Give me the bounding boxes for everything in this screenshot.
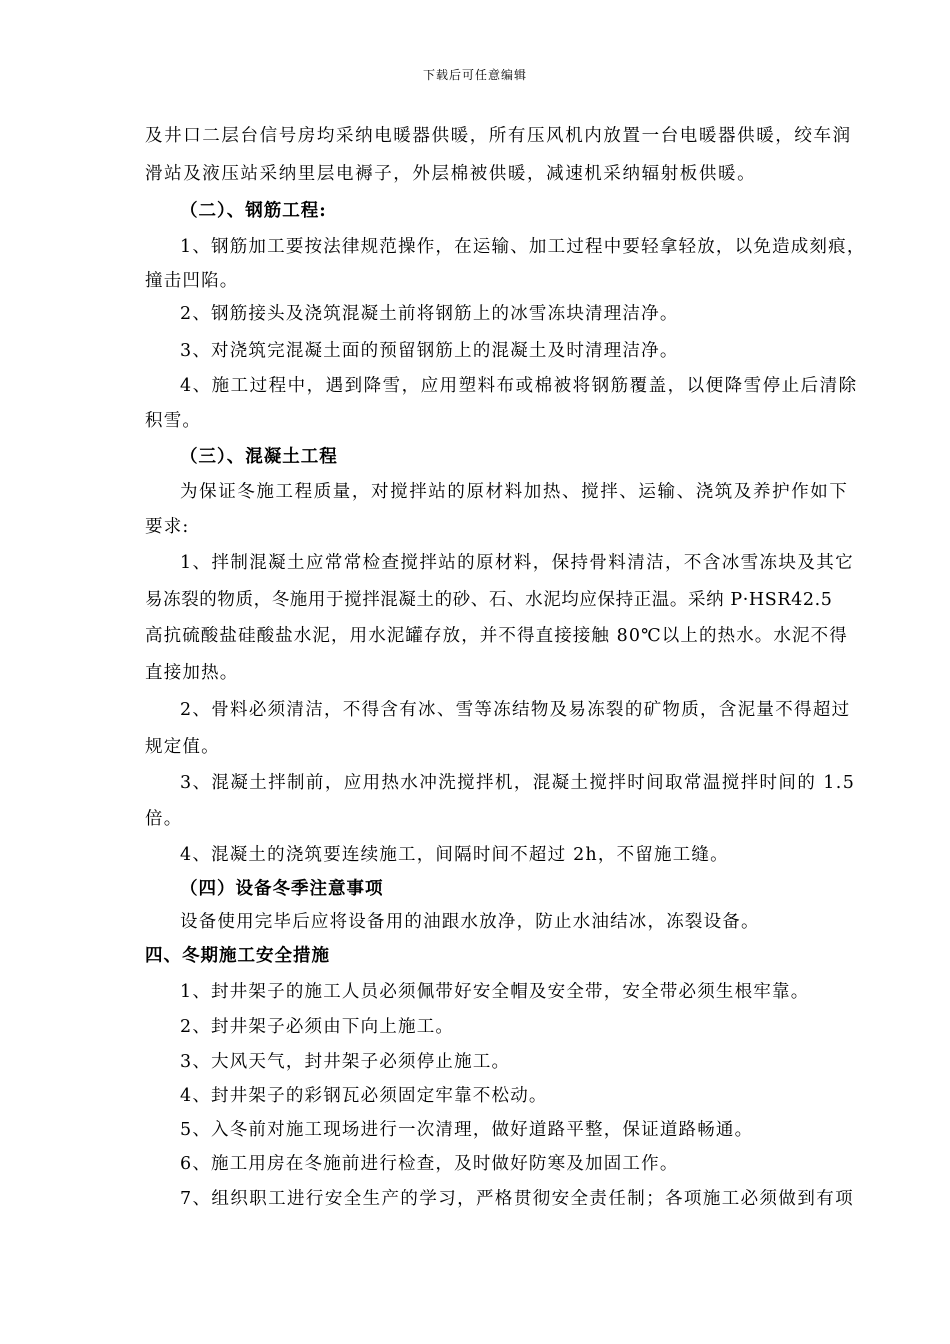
- text-line: 为保证冬施工程质量，对搅拌站的原材料加热、搅拌、运输、浇筑及养护作如下: [180, 482, 849, 502]
- text-line: 2、骨料必须清洁，不得含有冰、雪等冻结物及易冻裂的矿物质，含泥量不得超过: [180, 700, 851, 720]
- text-line: 积雪。: [145, 411, 202, 431]
- text-line: 设备使用完毕后应将设备用的油跟水放净，防止水油结冰，冻裂设备。: [180, 912, 760, 932]
- text-line: 及井口二层台信号房均采纳电暖器供暖，所有压风机内放置一台电暖器供暖，绞车润: [145, 126, 852, 146]
- text-line: 1、拌制混凝土应常常检查搅拌站的原材料，保持骨料清洁，不含冰雪冻块及其它: [180, 553, 855, 573]
- text-line: 3、对浇筑完混凝土面的预留钢筋上的混凝土及时清理洁净。: [180, 341, 679, 361]
- text-line: 4、混凝土的浇筑要连续施工，间隔时间不超过 2h，不留施工缝。: [180, 845, 729, 865]
- text-line: 4、施工过程中，遇到降雪，应用塑料布或棉被将钢筋覆盖，以便降雪停止后清除: [180, 376, 858, 396]
- text-line: 1、封井架子的施工人员必须佩带好安全帽及安全带，安全带必须生根牢靠。: [180, 982, 810, 1002]
- text-line: 易冻裂的物质，冬施用于搅拌混凝土的砂、石、水泥均应保持正温。采纳 P·HSR42.5: [145, 590, 833, 610]
- text-line: 高抗硫酸盐硅酸盐水泥，用水泥罐存放，并不得直接接触 80℃以上的热水。水泥不得: [145, 626, 848, 646]
- text-line: 6、施工用房在冬施前进行检查，及时做好防寒及加固工作。: [180, 1154, 679, 1174]
- text-line: 7、组织职工进行安全生产的学习，严格贯彻安全责任制；各项施工必须做到有项: [180, 1189, 855, 1209]
- text-line: 2、封井架子必须由下向上施工。: [180, 1017, 455, 1037]
- text-line: 滑站及液压站采纳里层电褥子，外层棉被供暖，减速机采纳辐射板供暖。: [145, 164, 757, 184]
- text-line: 规定值。: [145, 737, 220, 757]
- text-line: 1、钢筋加工要按法律规范操作，在运输、加工过程中要轻拿轻放，以免造成刻痕，: [180, 237, 866, 257]
- text-line: 倍。: [145, 809, 183, 829]
- page-header: 下载后可任意编辑: [422, 68, 527, 82]
- text-line: 撞击凹陷。: [145, 271, 239, 291]
- section-heading: （二）、钢筋工程:: [180, 201, 327, 221]
- section-heading: （四）设备冬季注意事项: [180, 879, 384, 899]
- text-line: 5、入冬前对施工现场进行一次清理，做好道路平整，保证道路畅通。: [180, 1120, 754, 1140]
- text-line: 3、混凝土拌制前，应用热水冲洗搅拌机，混凝土搅拌时间取常温搅拌时间的 1.5: [180, 773, 856, 793]
- section-heading: （三）、混凝土工程: [180, 447, 338, 467]
- chapter-heading: 四、冬期施工安全措施: [145, 946, 330, 966]
- text-line: 直接加热。: [145, 663, 239, 683]
- text-line: 要求:: [145, 517, 190, 537]
- text-line: 2、钢筋接头及浇筑混凝土前将钢筋上的冰雪冻块清理洁净。: [180, 304, 679, 324]
- text-line: 3、大风天气，封井架子必须停止施工。: [180, 1052, 511, 1072]
- text-line: 4、封井架子的彩钢瓦必须固定牢靠不松动。: [180, 1086, 548, 1106]
